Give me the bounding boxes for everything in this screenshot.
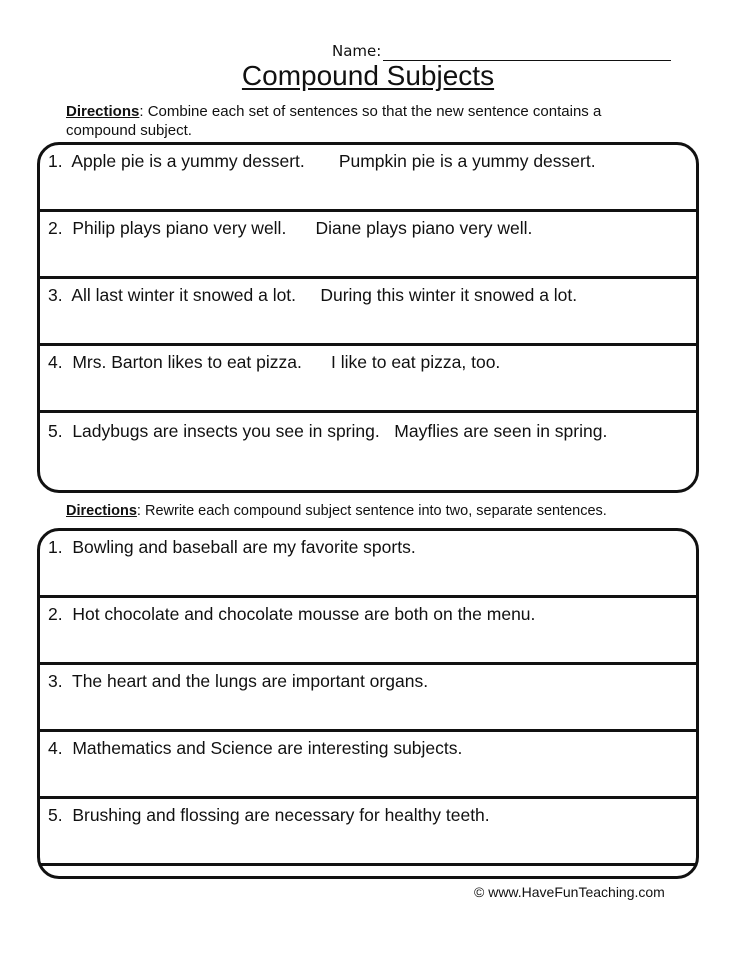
exercise-row: [40, 799, 696, 866]
exercise-prompt: 3. The heart and the lungs are important organs.: [48, 671, 429, 691]
exercise-row: [40, 212, 696, 279]
exercise-prompt: 1. Apple pie is a yummy dessert. Pumpkin pie is a yummy dessert.: [48, 151, 596, 171]
exercise-prompt: 3. All last winter it snowed a lot. During this winter it snowed a lot.: [48, 285, 578, 305]
directions-text: : Combine each set of sentences so that the new sentence contains a compound subject.: [66, 103, 602, 139]
page-title: Compound Subjects: [241, 60, 495, 91]
directions-text: : Rewrite each compound subject sentence into two, separate sentences.: [136, 503, 607, 519]
answer-line[interactable]: [40, 863, 696, 866]
directions-label: Directions: [66, 503, 137, 519]
exercise-prompt: 4. Mathematics and Science are interesting subjects.: [48, 738, 463, 758]
exercise-prompt: 5. Brushing and flossing are necessary for healthy teeth.: [48, 805, 490, 825]
exercise-row: [40, 279, 696, 346]
directions-section-2: [66, 502, 607, 521]
directions-section-1: [66, 102, 646, 140]
exercise-prompt: 2. Philip plays piano very well. Diane plays piano very well.: [48, 218, 533, 238]
directions-label: Directions: [66, 103, 140, 120]
exercise-row: [40, 145, 696, 212]
exercise-row: [40, 415, 696, 482]
exercise-box-rewrite: [37, 528, 699, 879]
exercise-prompt: 5. Ladybugs are insects you see in spring. Mayflies are seen in spring.: [48, 421, 608, 441]
exercise-row: [40, 665, 696, 732]
exercise-prompt: 2. Hot chocolate and chocolate mousse are both on the menu.: [48, 604, 536, 624]
exercise-prompt: 4. Mrs. Barton likes to eat pizza. I like to eat pizza, too.: [48, 352, 501, 372]
copyright-footer: © www.HaveFunTeaching.com: [474, 884, 665, 900]
exercise-prompt: 1. Bowling and baseball are my favorite sports.: [48, 537, 416, 557]
exercise-row: [40, 732, 696, 799]
answer-line[interactable]: [40, 410, 696, 413]
name-label: Name:: [332, 42, 382, 60]
exercise-row: [40, 531, 696, 598]
exercise-box-combine: [37, 142, 699, 493]
exercise-row: [40, 346, 696, 413]
exercise-row: [40, 598, 696, 665]
